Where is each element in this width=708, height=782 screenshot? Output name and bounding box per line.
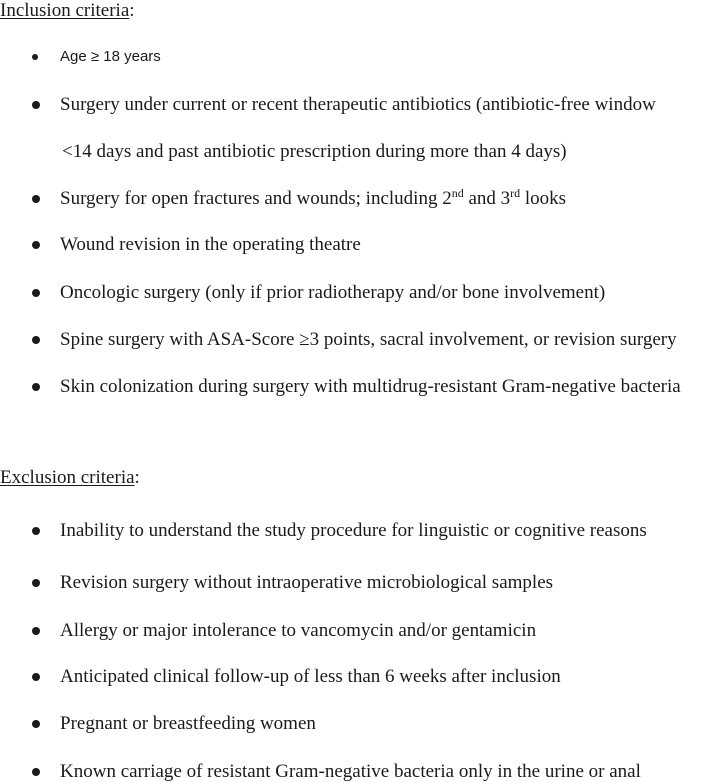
bullet-icon (32, 54, 38, 60)
bullet-icon (32, 289, 40, 297)
bullet-icon (32, 673, 40, 681)
bullet-icon (32, 579, 40, 587)
bullet-icon (32, 383, 40, 391)
list-item-continuation: <14 days and past antibiotic prescription during more than 4 days) (62, 141, 567, 162)
bullet-icon (32, 768, 40, 776)
bullet-icon (32, 527, 40, 535)
exclusion-criteria-heading: Exclusion criteria: (0, 467, 140, 488)
inclusion-criteria-heading: Inclusion criteria: (0, 0, 135, 21)
bullet-icon (32, 720, 40, 728)
bullet-icon (32, 627, 40, 635)
bullet-icon (32, 241, 40, 249)
bullet-icon (32, 101, 40, 109)
bullet-icon (32, 336, 40, 344)
bullet-icon (32, 195, 40, 203)
